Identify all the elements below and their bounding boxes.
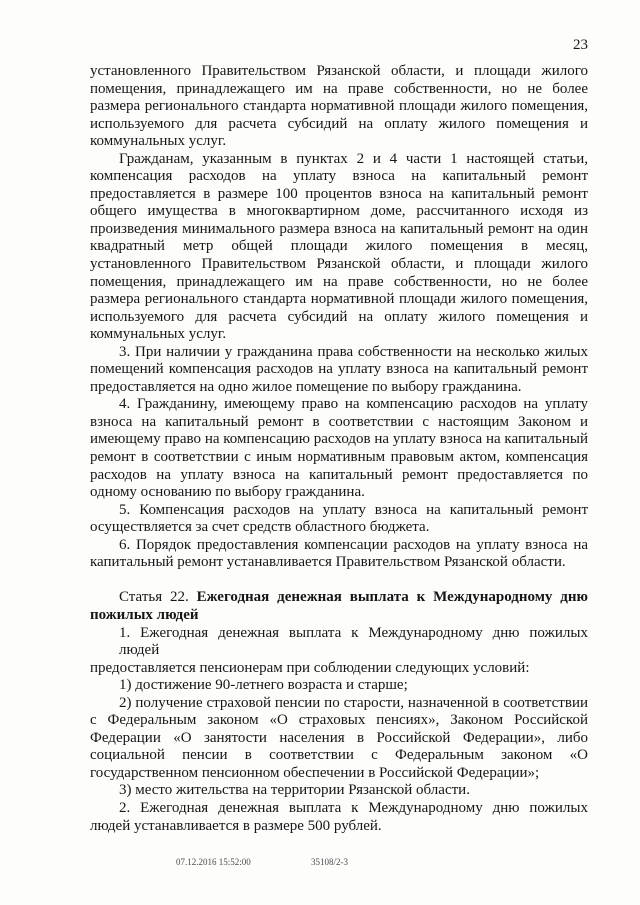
article-condition-3 — [90, 782, 588, 800]
text-line: расходов на уплату взноса на капитальный ремонт предоставляется по — [90, 466, 588, 483]
blank-line — [90, 572, 588, 590]
text-line: с Федеральным законом «О страховых пенсиях», Законом Российской — [90, 712, 588, 729]
text-line: 4. Гражданину, имеющему право на компенсацию расходов на уплату — [119, 396, 588, 413]
text-line: 2. Ежегодная денежная выплата к Международному дню пожилых — [119, 799, 588, 816]
paragraph-item-3 — [90, 344, 588, 397]
paragraph-continuation — [90, 63, 588, 151]
article-title: Ежегодная денежная выплата к Международному дню — [196, 589, 588, 606]
text-line: предоставляется в размере 100 процентов взноса на капитальный ремонт — [90, 185, 588, 202]
document-body — [90, 63, 588, 835]
text-line: размера регионального стандарта нормативной площади жилого помещения, — [90, 291, 588, 308]
text-line: размера регионального стандарта нормативной площади жилого помещения, — [90, 98, 588, 115]
article-condition-1 — [90, 677, 588, 695]
paragraph-citizens-compensation — [90, 151, 588, 344]
text-line: установленного Правительством Рязанской области, и площади жилого — [90, 256, 588, 273]
text-line: 1. Ежегодная денежная выплата к Международному дню пожилых людей — [119, 624, 588, 659]
paragraph-item-6 — [90, 537, 588, 572]
article-heading — [90, 589, 588, 624]
text-line: взноса на капитальный ремонт в соответствии с настоящим Законом и — [90, 413, 588, 430]
page-number: 23 — [573, 37, 588, 53]
text-line: государственном пенсионном обеспечении в Российской Федерации»; — [90, 764, 540, 781]
text-line: Федерации «О занятости населения в Российской Федерации», либо — [90, 729, 588, 746]
text-line: одному основанию по выбору гражданина. — [90, 484, 365, 501]
text-line: капитальный ремонт устанавливается Правительством Рязанской области. — [90, 554, 566, 571]
article-heading-line — [90, 589, 588, 607]
article-paragraph-2 — [90, 800, 588, 835]
text-line: предоставляется на одно жилое помещение по выбору гражданина. — [90, 378, 522, 395]
text-line: Гражданам, указанным в пунктах 2 и 4 части 1 настоящей статьи, — [119, 150, 588, 167]
text-line: предоставляется пенсионерам при соблюдении следующих условий: — [90, 659, 530, 676]
article-paragraph-1 — [90, 625, 588, 678]
text-line: 5. Компенсация расходов на уплату взноса на капитальный ремонт — [119, 501, 588, 518]
text-line: квадратный метр общей площади жилого помещения в месяц, — [90, 238, 588, 255]
text-line: имеющему право на компенсацию расходов на уплату взноса на капитальный — [90, 431, 588, 448]
text-line: используемого для расчета субсидий на оплату жилого помещения и — [90, 115, 588, 132]
paragraph-item-4 — [90, 396, 588, 501]
text-line: используемого для расчета субсидий на оплату жилого помещения и — [90, 308, 588, 325]
text-line: помещения, принадлежащего им на праве собственности, но не более — [90, 80, 588, 97]
text-line: коммунальных услуг. — [90, 133, 227, 150]
text-line: компенсация расходов на уплату взноса на капитальный ремонт — [90, 168, 588, 185]
text-line: 3. При наличии у гражданина права собственности на несколько жилых — [119, 343, 588, 360]
footer-document-code: 35108/2-3 — [311, 857, 348, 867]
text-line: осуществляется за счет средств областного бюджета. — [90, 519, 430, 536]
text-line: ремонт в соответствии с иным нормативным правовым актом, компенсация — [90, 449, 588, 466]
text-line: установленного Правительством Рязанской области, и площади жилого — [90, 63, 588, 79]
text-line: общего имущества в многоквартирном доме, рассчитанного исходя из — [90, 203, 588, 220]
article-label: Статья 22. — [119, 589, 189, 606]
text-line: 1) достижение 90-летнего возраста и старше; — [119, 677, 408, 694]
paragraph-item-5 — [90, 502, 588, 537]
text-line: коммунальных услуг. — [90, 326, 227, 343]
text-line: людей устанавливается в размере 500 рублей. — [90, 817, 382, 834]
text-line: помещений компенсация расходов на уплату взноса на капитальный ремонт — [90, 361, 588, 378]
article-condition-2 — [90, 695, 588, 783]
text-line: произведения минимального размера взноса на капитальный ремонт на один — [90, 220, 588, 237]
text-line: 2) получение страховой пенсии по старости, назначенной в соответствии — [119, 694, 588, 711]
text-line: социальной пенсии в соответствии с Федеральным законом «О — [90, 747, 588, 764]
text-line: 3) место жительства на территории Рязанской области. — [119, 782, 470, 799]
text-line: помещения, принадлежащего им на праве собственности, но не более — [90, 273, 588, 290]
article-title: пожилых людей — [90, 606, 199, 623]
text-line: 6. Порядок предоставления компенсации расходов на уплату взноса на — [119, 536, 588, 553]
footer-timestamp: 07.12.2016 15:52:00 — [176, 857, 251, 867]
